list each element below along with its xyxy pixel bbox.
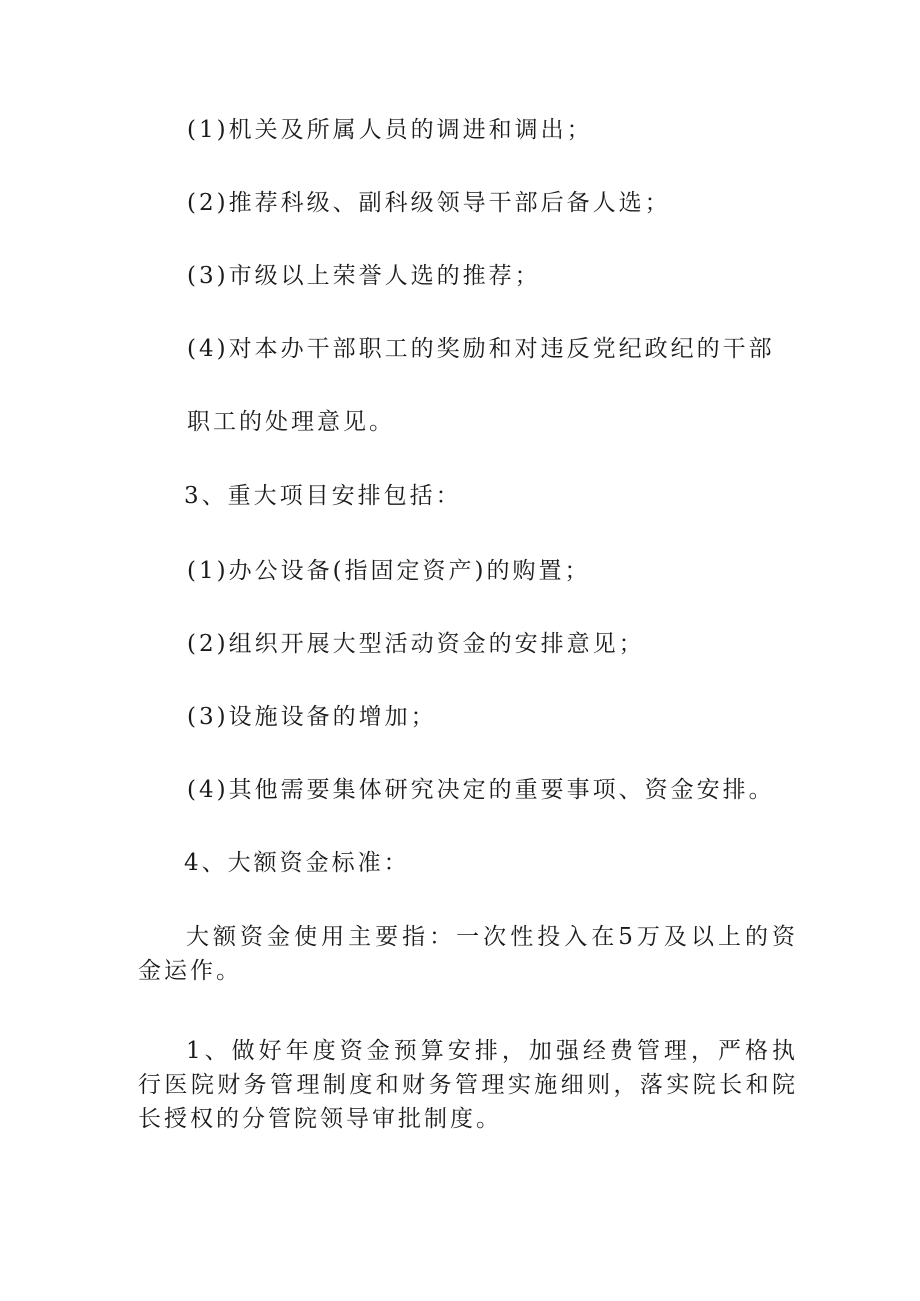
text-line: (2)推荐科级、副科级领导干部后备人选； — [187, 190, 671, 216]
text-line: (4)对本办干部职工的奖励和对违反党纪政纪的干部 — [187, 336, 775, 362]
text-line: 职工的处理意见。 — [187, 409, 395, 435]
text-line: (1)机关及所属人员的调进和调出； — [187, 117, 593, 143]
paragraph-budget: 1、做好年度资金预算安排，加强经费管理，严格执行医院财务管理制度和财务管理实施细则，落实院长和院长授权的分管院领导审批制度。 — [138, 1038, 798, 1132]
text-line: (2)组织开展大型活动资金的安排意见； — [187, 631, 645, 657]
text-line: (1)办公设备(指固定资产)的购置； — [187, 558, 591, 584]
paragraph-funds: 大额资金使用主要指：一次性投入在5万及以上的资金运作。 — [138, 924, 798, 984]
section-heading: 4、大额资金标准： — [184, 850, 410, 876]
text-line: (4)其他需要集体研究决定的重要事项、资金安排。 — [187, 777, 775, 803]
section-heading: 3、重大项目安排包括： — [184, 483, 462, 509]
text-line: (3)设施设备的增加； — [187, 704, 437, 730]
text-line: (3)市级以上荣誉人选的推荐； — [187, 263, 541, 289]
